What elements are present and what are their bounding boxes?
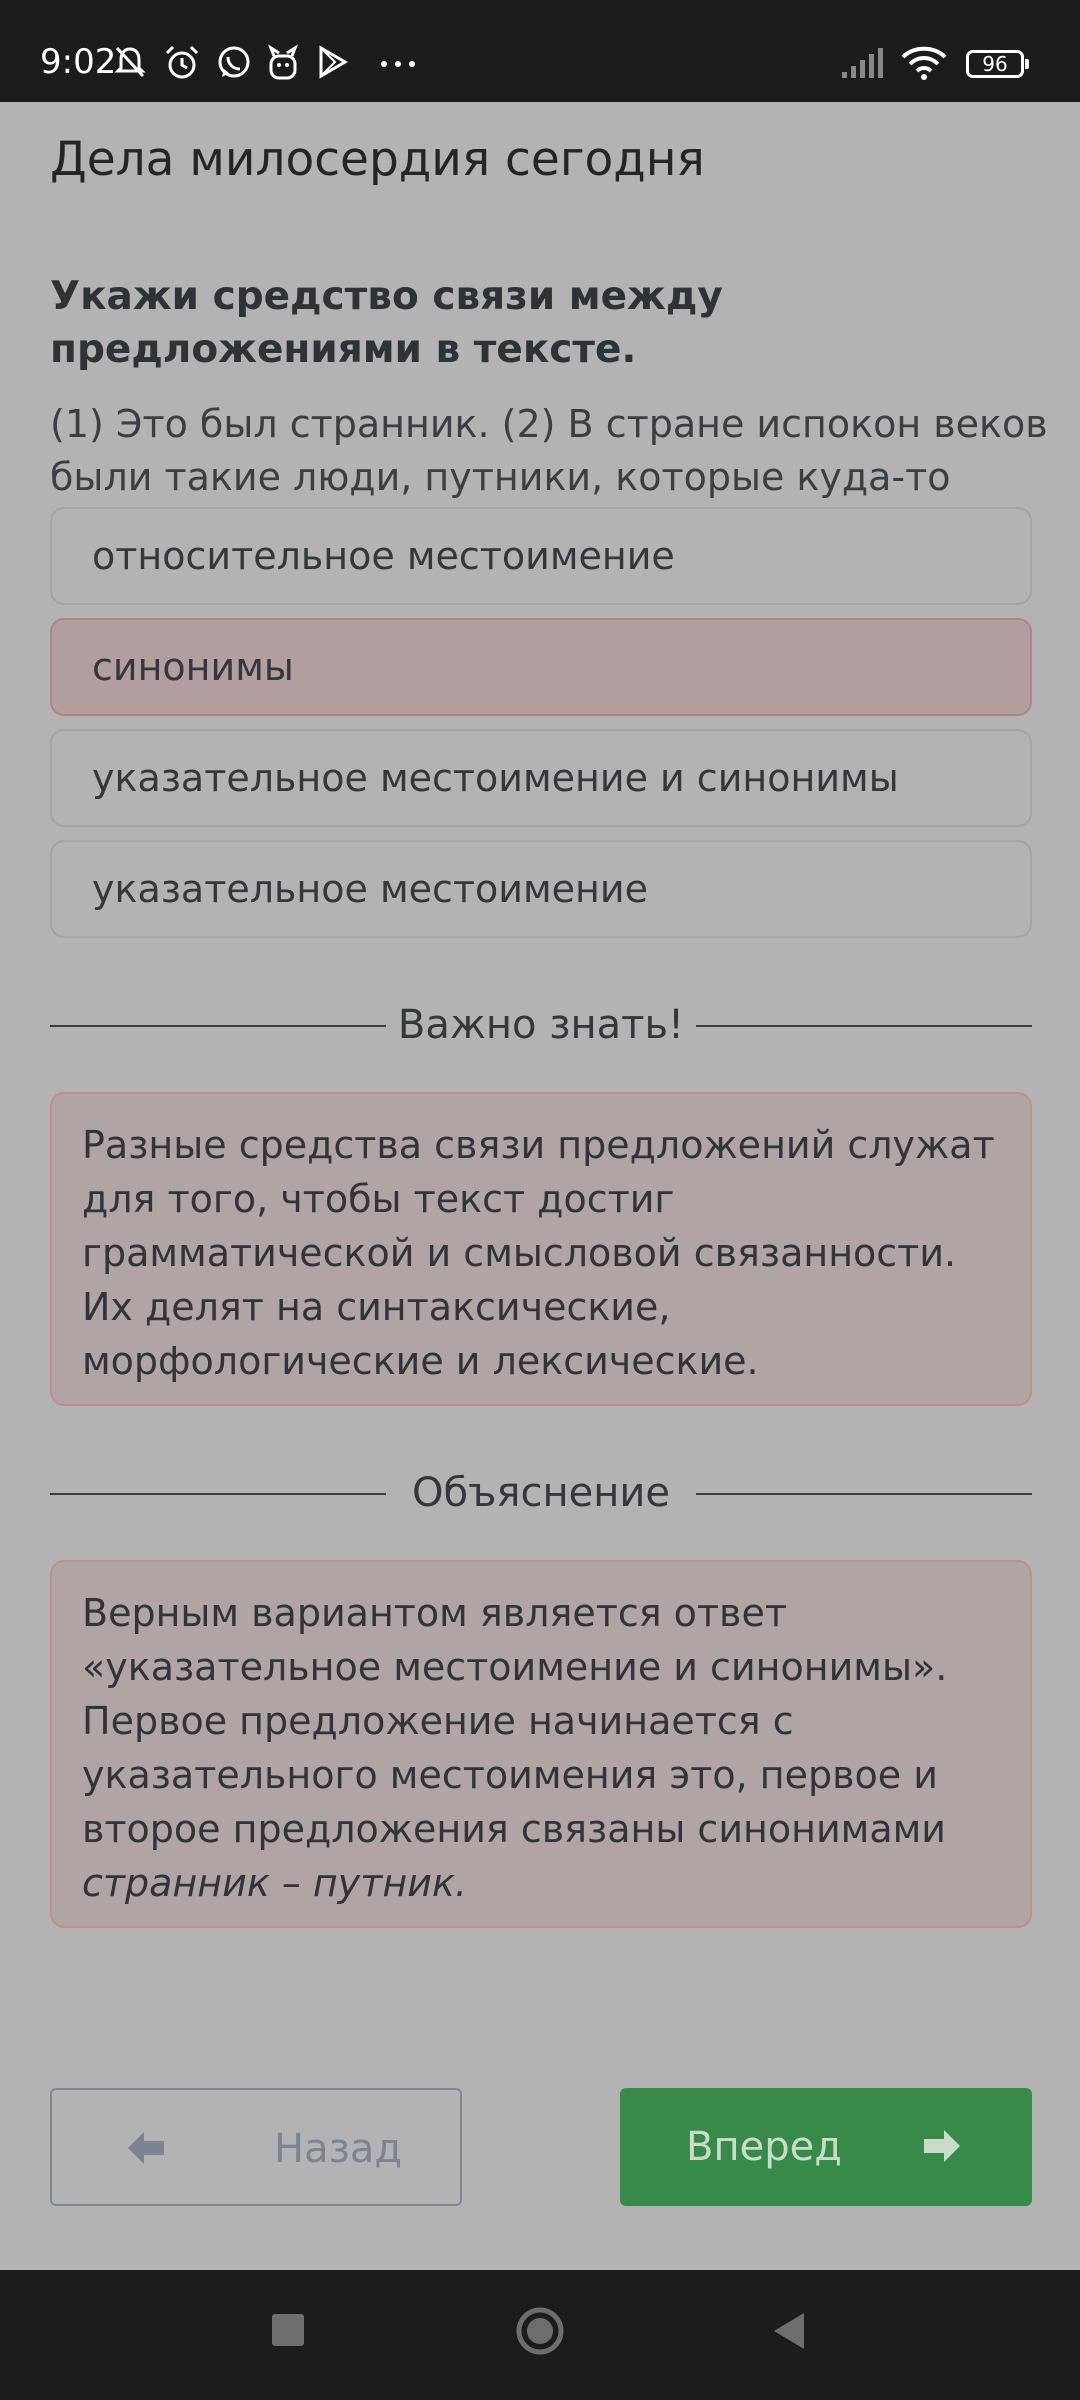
status-bar (0, 0, 1080, 102)
answer-option[interactable]: указательное местоимение (50, 840, 1032, 938)
explanation-emphasis: странник – путник. (82, 1861, 467, 1905)
important-divider (50, 995, 1032, 1055)
explanation-box (50, 1560, 1032, 1928)
answer-option-selected[interactable]: синонимы (50, 618, 1032, 716)
wifi-icon (900, 44, 950, 84)
back-button[interactable] (50, 2088, 462, 2206)
whatsapp-icon (215, 44, 253, 82)
system-nav-bar (0, 2270, 1080, 2400)
status-time: 9:02 (40, 42, 117, 82)
next-button-label: Вперед (686, 2124, 842, 2170)
answer-option[interactable]: указательное местоимение и синонимы (50, 729, 1032, 827)
bell-off-icon (112, 44, 148, 80)
explanation-heading: Объяснение (412, 1470, 670, 1516)
divider-line (696, 1025, 1032, 1027)
question-text: (1) Это был странник. (2) В стране испокон веков были такие люди, путники, которые куда-то (50, 402, 1048, 499)
explanation-divider (50, 1463, 1032, 1523)
divider-line (696, 1493, 1032, 1495)
arrow-right-icon (920, 2126, 964, 2166)
answer-option[interactable]: относительное местоимение (50, 507, 1032, 605)
next-button[interactable] (620, 2088, 1032, 2206)
back-triangle-icon[interactable] (768, 2310, 808, 2352)
app-icon (265, 44, 301, 82)
important-box (50, 1092, 1032, 1406)
signal-icon (840, 44, 886, 82)
recents-square-icon[interactable] (268, 2310, 308, 2350)
question-prompt: Укажи средство связи между предложениями в тексте. (50, 274, 723, 372)
play-store-icon (315, 44, 351, 80)
home-circle-icon[interactable] (515, 2306, 565, 2356)
arrow-left-icon (124, 2128, 168, 2168)
more-dots-icon (378, 44, 418, 80)
back-button-label: Назад (274, 2126, 403, 2172)
important-body: Разные средства связи предложений служат для того, чтобы текст достиг грамматической и смысловой связанности. Их делят на синтаксические, морфологические и лексические. (82, 1123, 995, 1383)
battery-icon: 96 (966, 50, 1024, 78)
explanation-body: Верным вариантом является ответ «указательное местоимение и синонимы». Первое предложение начинается с указательного местоимения это, первое и второе предложения связаны синонимами (82, 1591, 948, 1851)
important-heading: Важно знать! (397, 1002, 685, 1048)
page-title: Дела милосердия сегодня (50, 132, 705, 187)
alarm-icon (163, 44, 201, 82)
